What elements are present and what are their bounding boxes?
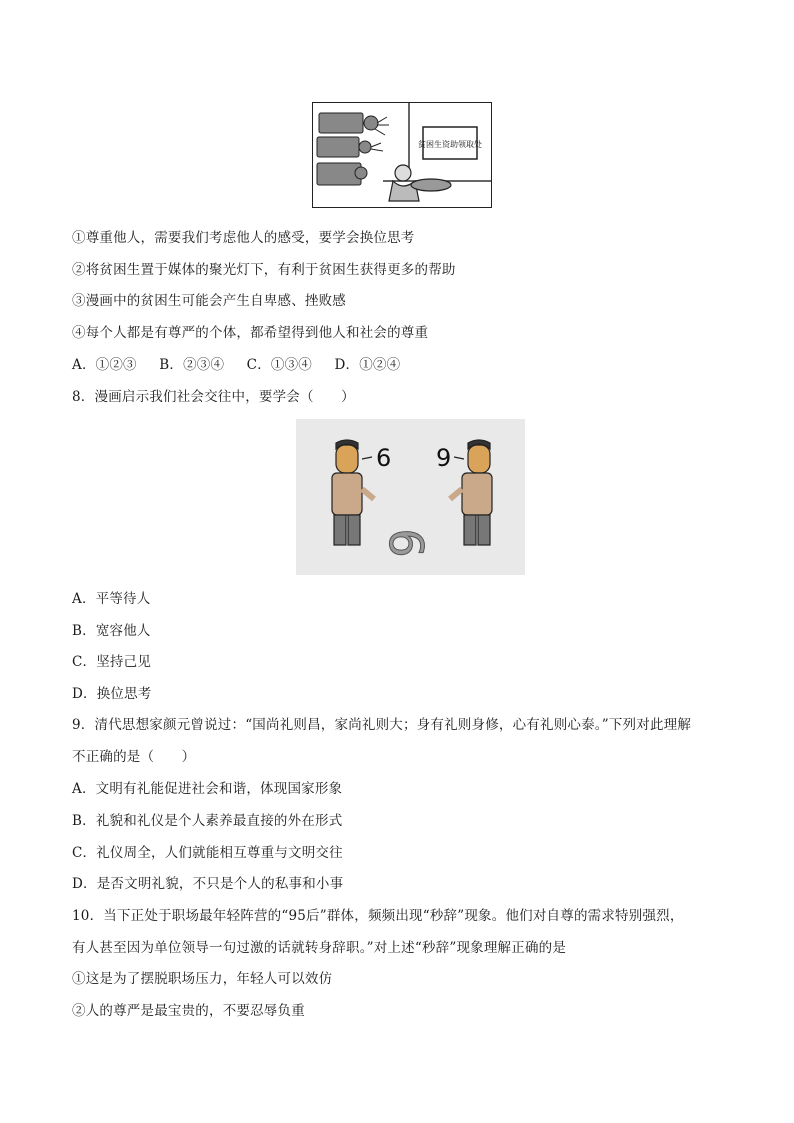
q8-option-d[interactable]: D．换位思考 (72, 686, 152, 702)
q7-statement-1: ①尊重他人，需要我们考虑他人的感受，要学会换位思考 (72, 230, 415, 246)
q10-statement-2: ②人的尊严是最宝贵的，不要忍辱负重 (72, 1003, 305, 1019)
left-man-figure (332, 440, 374, 545)
camera-icon (317, 113, 378, 185)
right-man-figure (450, 440, 492, 545)
sign-text: 贫困生资助领取处 (418, 140, 482, 149)
cartoon-six-or-nine-figure (296, 419, 525, 575)
right-speech-number: 9 (436, 444, 452, 472)
q9-option-b[interactable]: B．礼貌和礼仪是个人素养最直接的外在形式 (72, 813, 343, 829)
q7-option-b[interactable]: B．②③④ (159, 357, 225, 373)
q8-stem: 8．漫画启示我们社会交往中，要学会（ ） (72, 389, 355, 405)
q7-options (72, 356, 400, 374)
cartoon-poor-student-figure (312, 102, 492, 208)
q10-statement-1: ①这是为了摆脱职场压力，年轻人可以效仿 (72, 971, 333, 987)
q10-stem-line1: 10．当下正处于职场最年轻阵营的“95后”群体，频频出现“秒辞”现象。他们对自尊的需求特别强烈， (72, 908, 684, 924)
q7-option-d[interactable]: D．①②④ (334, 357, 401, 373)
q7-statement-4: ④每个人都是有尊严的个体，都希望得到他人和社会的尊重 (72, 325, 429, 341)
q9-option-c[interactable]: C．礼仪周全，人们就能相互尊重与文明交往 (72, 845, 343, 861)
q8-option-a[interactable]: A．平等待人 (72, 591, 151, 607)
q7-option-c[interactable]: C．①③④ (246, 357, 313, 373)
q8-option-c[interactable]: C．坚持己见 (72, 654, 152, 670)
left-speech-number: 6 (376, 444, 392, 472)
q8-option-b[interactable]: B．宽容他人 (72, 623, 151, 639)
q9-option-a[interactable]: A．文明有礼能促进社会和谐，体现国家形象 (72, 781, 343, 797)
q7-statement-2: ②将贫困生置于媒体的聚光灯下，有利于贫困生获得更多的帮助 (72, 262, 456, 278)
q9-stem-line2: 不正确的是（ ） (72, 749, 196, 765)
student-figure (389, 165, 451, 201)
q9-stem-line1: 9．清代思想家颜元曾说过：“国尚礼则昌，家尚礼则大；身有礼则身修，心有礼则心泰。”下列对此理解 (72, 717, 692, 733)
q7-option-a[interactable]: A．①②③ (72, 357, 137, 373)
floor-number: 9 (381, 528, 435, 558)
q9-option-d[interactable]: D．是否文明礼貌，不只是个人的私事和小事 (72, 876, 344, 892)
q7-statement-3: ③漫画中的贫困生可能会产生自卑感、挫败感 (72, 293, 346, 309)
q10-stem-line2: 有人甚至因为单位领导一句过激的话就转身辞职。”对上述“秒辞”现象理解正确的是 (72, 940, 567, 956)
